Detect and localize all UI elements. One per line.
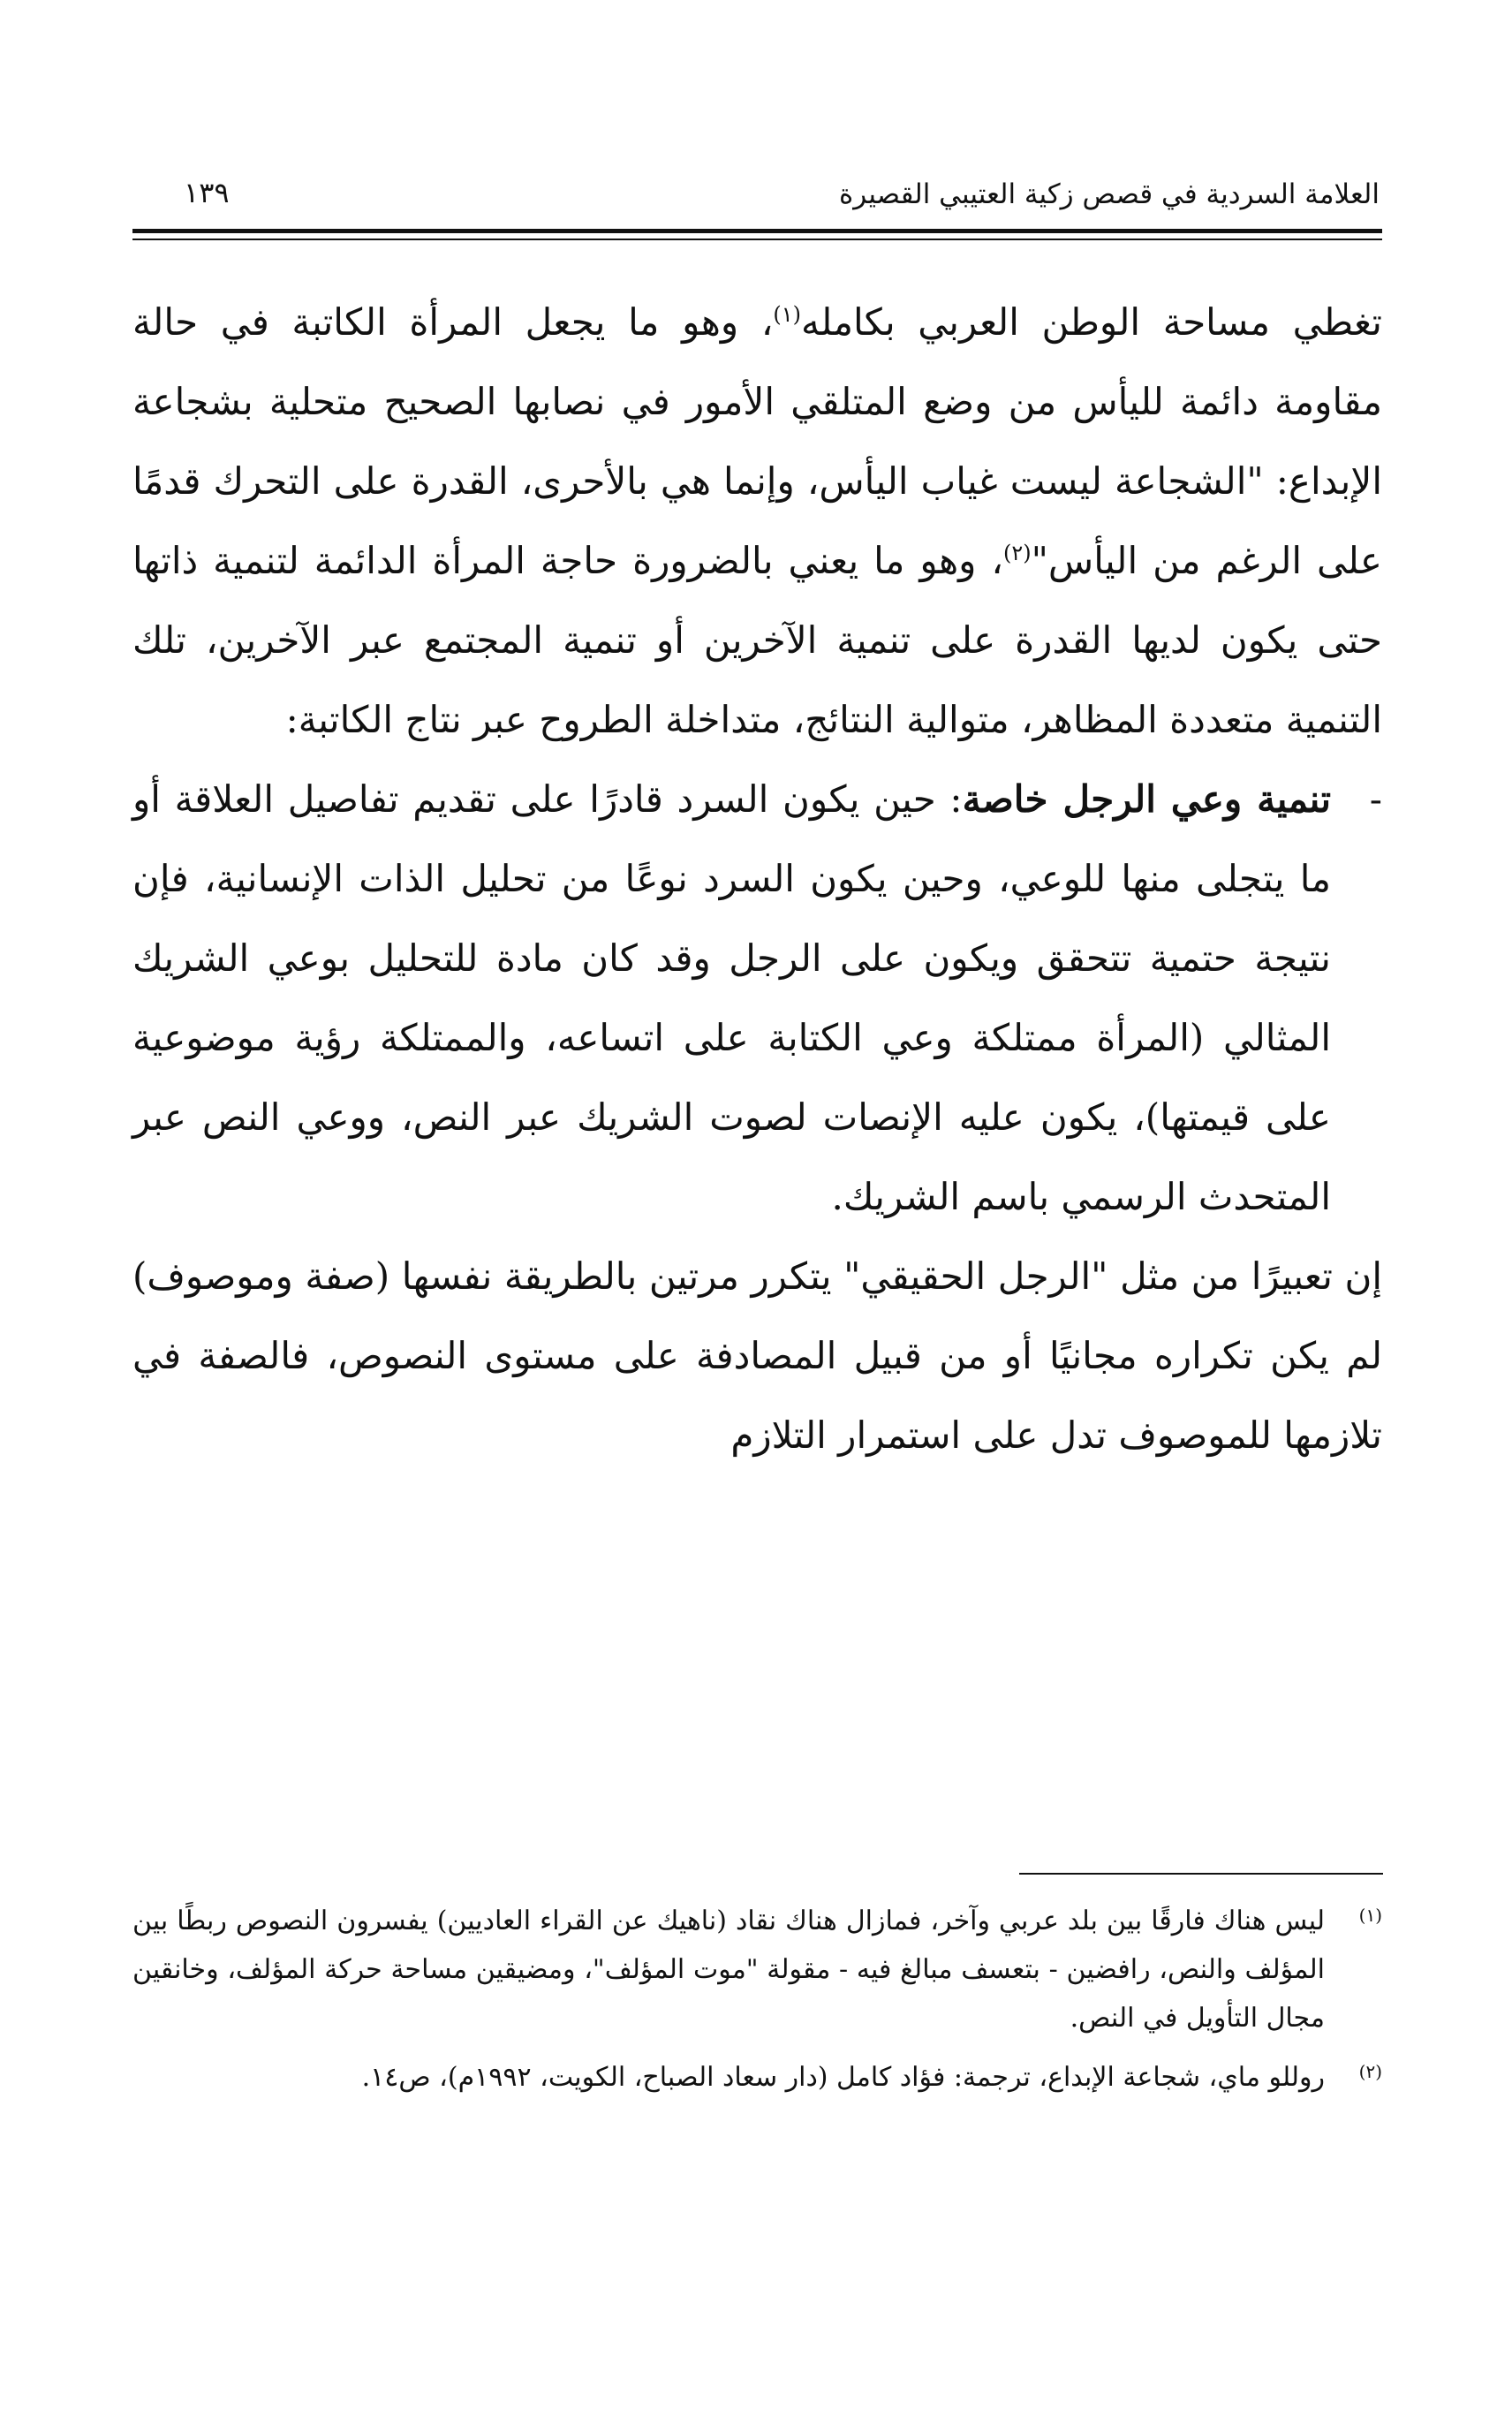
footnote-2-text: روللو ماي، شجاعة الإبداع، ترجمة: فؤاد كامل (دار سعاد الصباح، الكويت، ١٩٩٢م)، ص١٤. [361, 2062, 1325, 2093]
bullet-dash: - [1369, 777, 1382, 821]
header-rule-thick [132, 229, 1382, 233]
footnote-1 [132, 1897, 1382, 2042]
paragraph-1 [132, 283, 1382, 760]
paragraph-1-part-a: تغطي مساحة الوطن العربي بكامله [801, 300, 1382, 344]
bullet-heading: تنمية وعي الرجل خاصة [962, 777, 1332, 821]
footnote-1-number: (١) [1358, 1905, 1382, 1926]
body-text [132, 283, 1382, 1475]
footnote-separator [1019, 1873, 1383, 1875]
page-number: ١٣٩ [184, 176, 230, 209]
paragraph-1-part-b: ، وهو ما يجعل المرأة الكاتبة في حالة مقاومة دائمة لليأس من وضع المتلقي الأمور في نصابها الصحيح متحلية بشجاعة الإبداع: "الشجاعة ليست غياب اليأس، وإنما هي بالأحرى، القدرة على التحرك قدمًا على الرغم من اليأس" [132, 300, 1382, 582]
footnote-ref-1: (١) [773, 302, 802, 327]
header-rule-thin [132, 239, 1382, 240]
footnote-1-text: ليس هناك فارقًا بين بلد عربي وآخر، فمازال هناك نقاد (ناهيك عن القراء العاديين) يفسرون النصوص ربطًا بين المؤلف والنص، رافضين - بتعسف مبالغ فيه - مقولة "موت المؤلف"، ومضيقين مساحة حركة المؤلف، وخانقين مجال التأويل في النص. [132, 1906, 1325, 2034]
bullet-text: : حين يكون السرد قادرًا على تقديم تفاصيل العلاقة أو ما يتجلى منها للوعي، وحين يكون السرد نوعًا من تحليل الذات الإنسانية، فإن نتيجة حتمية تتحقق ويكون على الرجل وقد كان مادة للتحليل بوعي الشريك المثالي (المرأة ممتلكة وعي الكتابة على اتساعه، والممتلكة رؤية موضوعية على قيمتها)، يكون عليه الإنصات لصوت الشريك عبر النص، ووعي النص عبر المتحدث الرسمي باسم الشريك. [132, 777, 1331, 1218]
footnote-2-number: (٢) [1358, 2061, 1382, 2082]
paragraph-2: إن تعبيرًا من مثل "الرجل الحقيقي" يتكرر مرتين بالطريقة نفسها (صفة وموصوف) لم يكن تكراره مجانيًا أو من قبيل المصادفة على مستوى النصوص، فالصفة في تلازمها للموصوف تدل على استمرار التلازم [132, 1254, 1382, 1457]
bullet-item [132, 760, 1382, 1237]
footnote-ref-2: (٢) [1002, 541, 1032, 565]
paragraph-1-part-c: ، وهو ما يعني بالضرورة حاجة المرأة الدائمة لتنمية ذاتها حتى يكون لديها القدرة على تنمية الآخرين أو تنمية المجتمع عبر الآخرين، تلك التنمية متعددة المظاهر، متوالية النتائج، متداخلة الطروح عبر نتاج الكاتبة: [132, 539, 1382, 741]
footnote-2 [132, 2053, 1382, 2102]
footnotes [132, 1897, 1382, 2112]
running-title: العلامة السردية في قصص زكية العتيبي القصيرة [838, 178, 1380, 210]
